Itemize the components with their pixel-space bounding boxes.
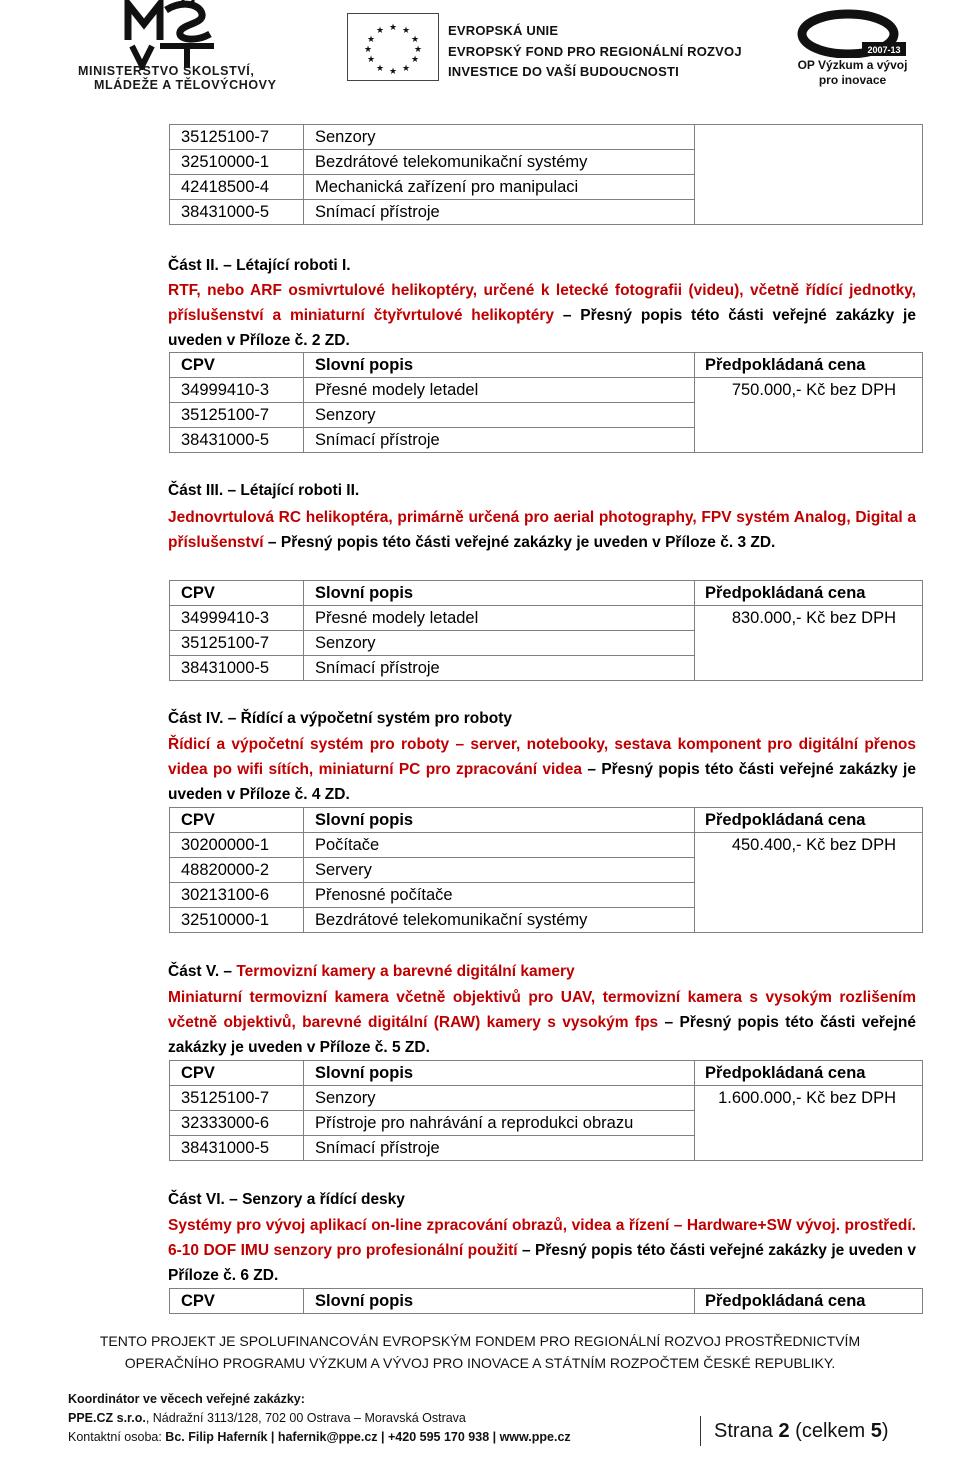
header-cpv: CPV	[170, 581, 304, 606]
part3-table	[169, 580, 923, 681]
svg-text:★: ★	[375, 25, 385, 35]
svg-text:★: ★	[363, 44, 373, 54]
cpv-code: 35125100-7	[170, 1086, 304, 1111]
cpv-name: Počítače	[304, 833, 695, 858]
eu-flag-icon	[347, 13, 439, 81]
cpv-code: 32510000-1	[170, 150, 304, 175]
table-header-row	[170, 808, 923, 833]
header-name: Slovní popis	[304, 1289, 695, 1314]
cpv-code: 38431000-5	[170, 656, 304, 681]
svg-text:★: ★	[366, 34, 376, 44]
header-price: Předpokládaná cena	[695, 808, 923, 833]
msmt-emblem-icon	[122, 0, 217, 70]
part5-desc-red: Miniaturní termovizní kamera včetně objektivů pro UAV, termovizní kamera s vysokým rozlišením včetně objektivů, barevné digitální (RAW) kamery s vysokým fps	[168, 989, 916, 1031]
cpv-code: 34999410-3	[170, 378, 304, 403]
eu-line3: INVESTICE DO VAŠÍ BUDOUCNOSTI	[448, 64, 679, 79]
cpv-name: Snímací přístroje	[304, 1136, 695, 1161]
cpv-code: 30200000-1	[170, 833, 304, 858]
header-cpv: CPV	[170, 808, 304, 833]
part4-heading: Část IV. – Řídící a výpočetní systém pro roboty	[168, 710, 512, 727]
header-price: Předpokládaná cena	[695, 1289, 923, 1314]
op-years: 2007-13	[867, 45, 901, 55]
svg-text:★: ★	[388, 66, 398, 76]
notice-line2: OPERAČNÍHO PROGRAMU VÝZKUM A VÝVOJ PRO INOVACE A STÁTNÍM ROZPOČTEM ČESKÉ REPUBLIKY.	[124, 1355, 836, 1371]
cpv-code: 38431000-5	[170, 1136, 304, 1161]
cpv-name: Mechanická zařízení pro manipulaci	[304, 175, 695, 200]
part6-desc-ref: – Přesný popis této části veřejné zakázky je uveden v Příloze č. 6 ZD.	[168, 1242, 916, 1284]
op-swoosh-icon	[790, 6, 915, 58]
cpv-code: 30213100-6	[170, 883, 304, 908]
part5-description	[168, 985, 916, 1060]
coordinator-contact: Kontaktní osoba: Bc. Filip Haferník | hafernik@ppe.cz | +420 595 170 938 | www.ppe.cz	[68, 1430, 571, 1444]
header-price: Předpokládaná cena	[695, 1061, 923, 1086]
header-name: Slovní popis	[304, 808, 695, 833]
svg-text:★: ★	[388, 22, 398, 32]
table-row	[170, 606, 923, 631]
op-vavpi-logo	[790, 6, 915, 92]
eu-line1: EVROPSKÁ UNIE	[448, 23, 559, 38]
notice-line1: TENTO PROJEKT JE SPOLUFINANCOVÁN EVROPSKÝM FONDEM PRO REGIONÁLNÍ ROZVOJ PROSTŘEDNICTVÍM	[99, 1333, 861, 1349]
cpv-name: Senzory	[304, 403, 695, 428]
eu-line2: EVROPSKÝ FOND PRO REGIONÁLNÍ ROZVOJ	[448, 43, 742, 59]
table-row	[170, 1086, 923, 1111]
cpv-code: 38431000-5	[170, 200, 304, 225]
cpv-name: Bezdrátové telekomunikační systémy	[304, 150, 695, 175]
table-header-row	[170, 1289, 923, 1314]
cpv-code: 35125100-7	[170, 125, 304, 150]
part2-desc-ref: – Přesný popis této části veřejné zakázky je uveden v Příloze č. 2 ZD.	[168, 307, 916, 349]
part5-heading: Část V. – Termovizní kamery a barevné digitální kamery	[168, 963, 575, 980]
header-cpv: CPV	[170, 1289, 304, 1314]
header-name: Slovní popis	[304, 581, 695, 606]
cpv-code: 32510000-1	[170, 908, 304, 933]
msmt-line1: MINISTERSTVO ŠKOLSTVÍ,	[78, 64, 255, 78]
part5-desc-ref: – Přesný popis této části veřejné zakázky je uveden v Příloze č. 5 ZD.	[168, 1014, 916, 1056]
part6-heading: Část VI. – Senzory a řídící desky	[168, 1191, 405, 1208]
cpv-name: Senzory	[304, 125, 695, 150]
part6-description	[168, 1213, 916, 1288]
table-row	[170, 125, 923, 150]
cpv-name: Přesné modely letadel	[304, 378, 695, 403]
svg-text:★: ★	[410, 54, 420, 64]
part4-description	[168, 732, 916, 807]
part2-desc-red: RTF, nebo ARF osmivrtulové helikoptéry, určené k letecké fotografii (videu), včetně řídící jednotky, příslušenství a miniaturní čtyřvrtulové helikoptéry	[168, 282, 916, 324]
price-value: 450.400,- Kč bez DPH	[695, 833, 923, 933]
table-header-row	[170, 1061, 923, 1086]
part4-table	[169, 807, 923, 933]
header-name: Slovní popis	[304, 1061, 695, 1086]
svg-text:★: ★	[375, 63, 385, 73]
cpv-name: Přístroje pro nahrávání a reprodukci obrazu	[304, 1111, 695, 1136]
coordinator-address: PPE.CZ s.r.o., Nádražní 3113/128, 702 00 Ostrava – Moravská Ostrava	[68, 1411, 466, 1425]
header-cpv: CPV	[170, 353, 304, 378]
part2-heading: Část II. – Létající roboti I.	[168, 257, 351, 274]
cofinancing-notice	[0, 1330, 960, 1374]
svg-text:★: ★	[413, 44, 423, 54]
svg-text:★: ★	[401, 25, 411, 35]
cpv-code: 38431000-5	[170, 428, 304, 453]
part2-description	[168, 278, 916, 353]
table-row	[170, 378, 923, 403]
price-value: 750.000,- Kč bez DPH	[695, 378, 923, 453]
op-line1: OP Výzkum a vývoj	[797, 58, 908, 72]
part3-desc-red: Jednovrtulová RC helikoptéra, primárně určená pro aerial photography, FPV systém Analog, Digital a příslušenství	[168, 509, 916, 551]
table-row	[170, 833, 923, 858]
cpv-code: 32333000-6	[170, 1111, 304, 1136]
msmt-logo	[72, 0, 282, 100]
svg-text:★: ★	[410, 34, 420, 44]
op-line2: pro inovace	[818, 73, 887, 87]
table-header-row	[170, 353, 923, 378]
price-value: 830.000,- Kč bez DPH	[695, 606, 923, 681]
table-header-row	[170, 581, 923, 606]
cpv-code: 42418500-4	[170, 175, 304, 200]
part6-table	[169, 1288, 923, 1314]
part3-heading: Část III. – Létající roboti II.	[168, 482, 360, 499]
cpv-code: 48820000-2	[170, 858, 304, 883]
cpv-name: Snímací přístroje	[304, 428, 695, 453]
cpv-name: Senzory	[304, 631, 695, 656]
header-price: Předpokládaná cena	[695, 353, 923, 378]
cpv-code: 35125100-7	[170, 403, 304, 428]
svg-text:★: ★	[401, 63, 411, 73]
cpv-code: 34999410-3	[170, 606, 304, 631]
part4-desc-ref: – Přesný popis této části veřejné zakázky je uveden v Příloze č. 4 ZD.	[168, 761, 916, 803]
part5-table	[169, 1060, 923, 1161]
part3-desc-ref: – Přesný popis této části veřejné zakázky je uveden v Příloze č. 3 ZD.	[263, 534, 776, 551]
part3-description	[168, 505, 916, 555]
cpv-name: Senzory	[304, 1086, 695, 1111]
cpv-name: Bezdrátové telekomunikační systémy	[304, 908, 695, 933]
part2-table	[169, 352, 923, 453]
header-price: Předpokládaná cena	[695, 581, 923, 606]
price-value: 1.600.000,- Kč bez DPH	[695, 1086, 923, 1161]
header-name: Slovní popis	[304, 353, 695, 378]
price-cell	[695, 125, 923, 225]
svg-text:★: ★	[366, 54, 376, 64]
eu-text	[448, 21, 742, 83]
coordinator-label: Koordinátor ve věcech veřejné zakázky:	[68, 1392, 305, 1406]
cpv-name: Přesné modely letadel	[304, 606, 695, 631]
cpv-name: Servery	[304, 858, 695, 883]
coordinator-info	[68, 1390, 571, 1447]
cpv-name: Snímací přístroje	[304, 200, 695, 225]
msmt-line2: MLÁDEŽE A TĚLOVÝCHOVY	[94, 78, 277, 92]
part6-desc-red: Systémy pro vývoj aplikací on-line zpracování obrazů, videa a řízení – Hardware+SW vývoj. prostředí. 6-10 DOF IMU senzory pro profesionální použití	[168, 1217, 916, 1259]
cpv-code: 35125100-7	[170, 631, 304, 656]
part4-desc-red: Řídicí a výpočetní systém pro roboty – server, notebooky, sestava komponent pro digitální přenos videa po wifi sítích, miniaturní PC pro zpracování videa	[168, 736, 916, 778]
page-number: Strana 2 (celkem 5)	[700, 1416, 889, 1446]
header-cpv: CPV	[170, 1061, 304, 1086]
cpv-table-continued	[169, 124, 923, 225]
cpv-name: Snímací přístroje	[304, 656, 695, 681]
cpv-name: Přenosné počítače	[304, 883, 695, 908]
